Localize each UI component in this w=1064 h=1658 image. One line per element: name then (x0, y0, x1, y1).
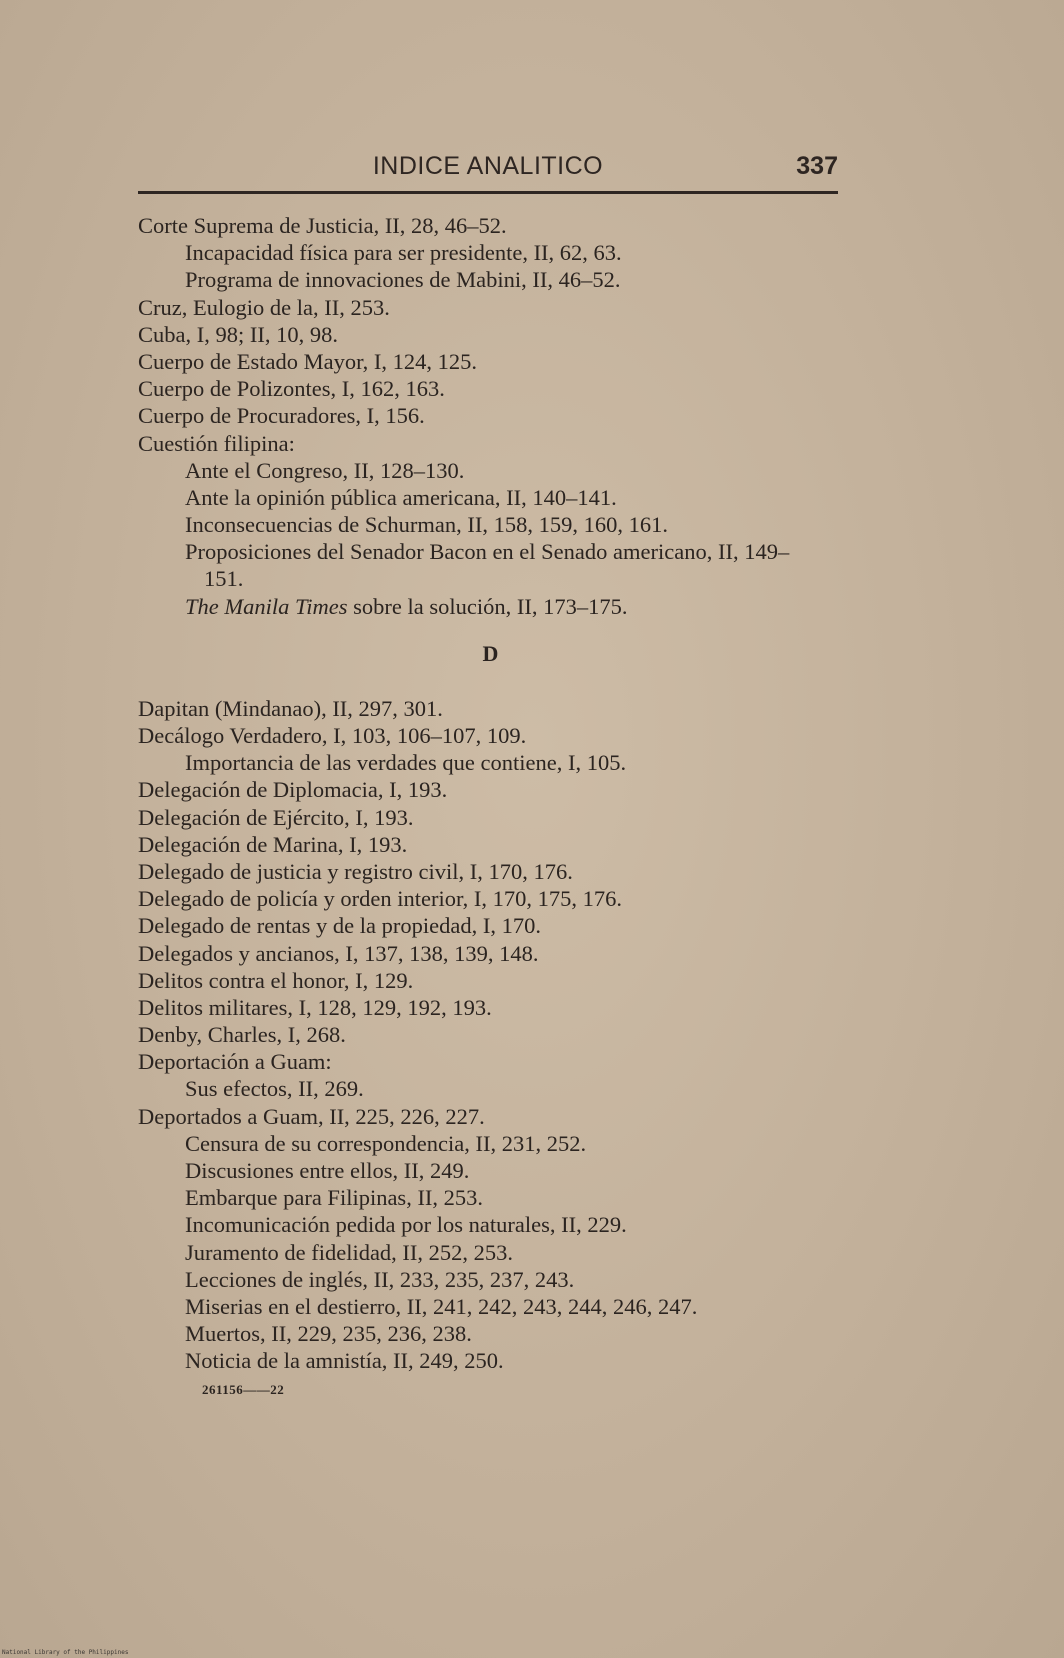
footer-credit: National Library of the Philippines (2, 1649, 129, 1656)
index-body (138, 212, 843, 1399)
index-subentry: Incomunicación pedida por los naturales, II, 229. (185, 1212, 627, 1238)
index-subentry: Ante la opinión pública americana, II, 140–141. (185, 484, 617, 510)
index-subentry-continuation: 151. (204, 566, 244, 592)
index-entry: Deportación a Guam: (138, 1049, 332, 1075)
index-subentry-text: sobre la solución, II, 173–175. (353, 593, 628, 619)
index-subentry: Ante el Congreso, II, 128–130. (185, 457, 465, 483)
index-subentry: Miserias en el destierro, II, 241, 242, 243, 244, 246, 247. (185, 1293, 698, 1319)
index-entry: Dapitan (Mindanao), II, 297, 301. (138, 695, 443, 721)
index-entry: Delegación de Ejército, I, 193. (138, 804, 414, 830)
index-subentry: Noticia de la amnistía, II, 249, 250. (185, 1348, 504, 1374)
index-subentry (138, 593, 843, 620)
index-entry: Cruz, Eulogio de la, II, 253. (138, 294, 390, 320)
index-subentry: Censura de su correspondencia, II, 231, 252. (185, 1130, 587, 1156)
index-entry: Deportados a Guam, II, 225, 226, 227. (138, 1103, 485, 1129)
index-entry: Cuerpo de Estado Mayor, I, 124, 125. (138, 348, 478, 374)
header-rule (138, 191, 838, 194)
index-subentry: Embarque para Filipinas, II, 253. (185, 1185, 484, 1211)
index-entry: Delegación de Diplomacia, I, 193. (138, 777, 448, 803)
index-entry: Delegado de policía y orden interior, I, 170, 175, 176. (138, 886, 622, 912)
index-entry: Delegado de justicia y registro civil, I, 170, 176. (138, 858, 573, 884)
index-subentry: Discusiones entre ellos, II, 249. (185, 1158, 470, 1183)
index-entry: Cuba, I, 98; II, 10, 98. (138, 321, 338, 347)
index-entry: Cuerpo de Procuradores, I, 156. (138, 403, 425, 429)
index-entry: Delegados y ancianos, I, 137, 138, 139, 148. (138, 940, 539, 966)
publication-title: The Manila Times (185, 593, 348, 619)
index-subentry: Sus efectos, II, 269. (185, 1076, 364, 1102)
index-subentry: Muertos, II, 229, 235, 236, 238. (185, 1321, 472, 1347)
index-subentry: Importancia de las verdades que contiene, I, 105. (185, 750, 627, 776)
index-subentry: Proposiciones del Senador Bacon en el Senado americano, II, 149– (185, 539, 790, 565)
index-subentry: Lecciones de inglés, II, 233, 235, 237, 243. (185, 1266, 575, 1292)
index-entry: Cuerpo de Polizontes, I, 162, 163. (138, 376, 445, 402)
index-section-c (138, 212, 843, 620)
index-subentry: Inconsecuencias de Schurman, II, 158, 159, 160, 161. (185, 512, 669, 538)
index-entry: Delitos militares, I, 128, 129, 192, 193. (138, 994, 492, 1020)
index-entry: Cuestión filipina: (138, 430, 295, 456)
index-subentry: Programa de innovaciones de Mabini, II, 46–52. (185, 267, 621, 293)
index-entry: Decálogo Verdadero, I, 103, 106–107, 109. (138, 723, 527, 748)
page-header (138, 146, 838, 188)
printer-signature: 261156——22 (202, 1381, 285, 1397)
running-head: INDICE ANALITICO (372, 152, 604, 180)
page-number: 337 (796, 152, 838, 180)
index-entry: Delegado de rentas y de la propiedad, I, 170. (138, 913, 541, 939)
index-entry: Corte Suprema de Justicia, II, 28, 46–52. (138, 213, 507, 238)
section-letter-d: D (482, 640, 499, 666)
index-entry: Delegación de Marina, I, 193. (138, 831, 408, 857)
index-entry: Delitos contra el honor, I, 129. (138, 967, 414, 993)
index-subentry: Incapacidad física para ser presidente, II, 62, 63. (185, 240, 622, 266)
index-entry: Denby, Charles, I, 268. (138, 1022, 346, 1048)
index-subentry: Juramento de fidelidad, II, 252, 253. (185, 1239, 514, 1265)
index-section-d (138, 695, 843, 1375)
